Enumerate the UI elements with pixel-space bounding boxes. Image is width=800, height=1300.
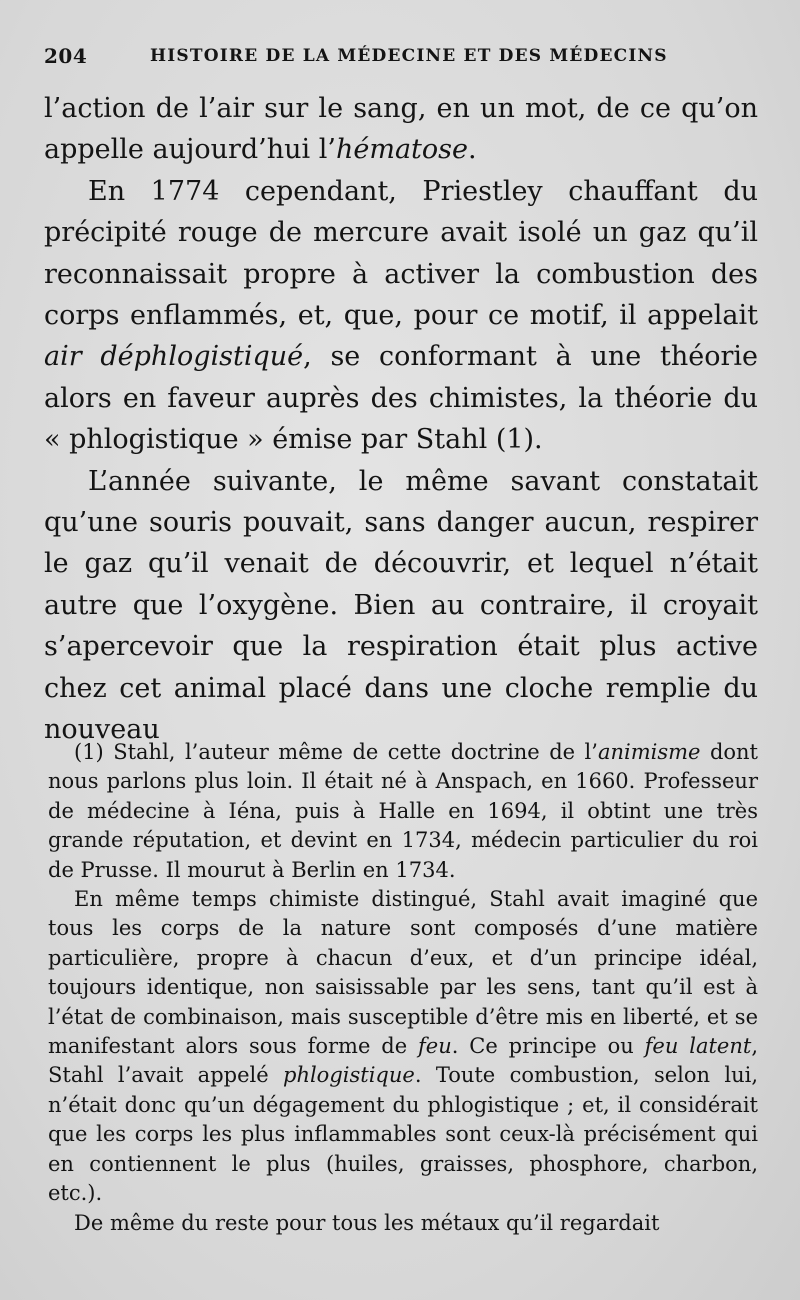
running-head: [44, 44, 760, 74]
term-animisme: animisme: [597, 740, 701, 764]
footnote-1: (1) Stahl, l’auteur même de cette doctrine de l’animisme dont nous parlons plus loin. Il était né à Anspach, en 1660. Professeur de médecine à Iéna, puis à Halle en 1694, il obtint une très grande réputation, et devint en 1734, médecin particulier du roi de Prusse. Il mourut à Berlin en 1734.: [48, 740, 758, 882]
term-hematose: hématose: [335, 134, 468, 166]
paragraph-1: l’action de l’air sur le sang, en un mot, de ce qu’on appelle aujourd’hui l’hématose.: [44, 93, 758, 166]
main-text: [44, 88, 758, 751]
term-feu: feu: [418, 1034, 452, 1059]
term-feu-latent: feu latent: [644, 1034, 752, 1059]
page-number: 204: [44, 44, 88, 68]
running-title: HISTOIRE DE LA MÉDECINE ET DES MÉDECINS: [150, 46, 668, 66]
footnote-paragraph-3: De même du reste pour tous les métaux qu’il regardait: [74, 1210, 660, 1235]
term-air-dephlogistique: air déphlogistiqué: [44, 341, 304, 373]
paragraph-2: En 1774 cependant, Priestley chauffant du précipité rouge de mercure avait isolé un gaz qu’il reconnaissait propre à activer la combustion des corps enflammés, et, que, pour ce motif, il appelait air déphlogistiqué, se conformant à une théorie alors en faveur auprès des chimistes, la théorie du « phlogistique » émise par Stahl (1).: [44, 175, 758, 456]
paragraph-3: L’année suivante, le même savant constatait qu’une souris pouvait, sans danger aucun, respirer le gaz qu’il venait de découvrir, et lequel n’était autre que l’oxygène. Bien au contraire, il croyait s’apercevoir que la respiration était plus active chez cet animal placé dans une cloche remplie du nouveau: [44, 465, 758, 746]
footnote-paragraph-2: En même temps chimiste distingué, Stahl avait imaginé que tous les corps de la nature sont composés d’une matière particulière, propre à chacun d’eux, et d’un principe idéal, toujours identique, non saisissable par les sens, tant qu’il est à l’état de combinaison, mais susceptible d’être mis en liberté, et se manifestant alors sous forme de feu. Ce principe ou feu latent, Stahl l’avait appelé phlogistique. Toute combustion, selon lui, n’était donc qu’un dégagement du phlogistique ; et, il considérait que les corps les plus inflammables sont ceux-là précisément qui en contiennent le plus (huiles, graisses, phosphore, charbon, etc.).: [48, 887, 758, 1206]
term-phlogistique: phlogistique: [283, 1063, 415, 1088]
footnotes: [48, 738, 758, 1238]
